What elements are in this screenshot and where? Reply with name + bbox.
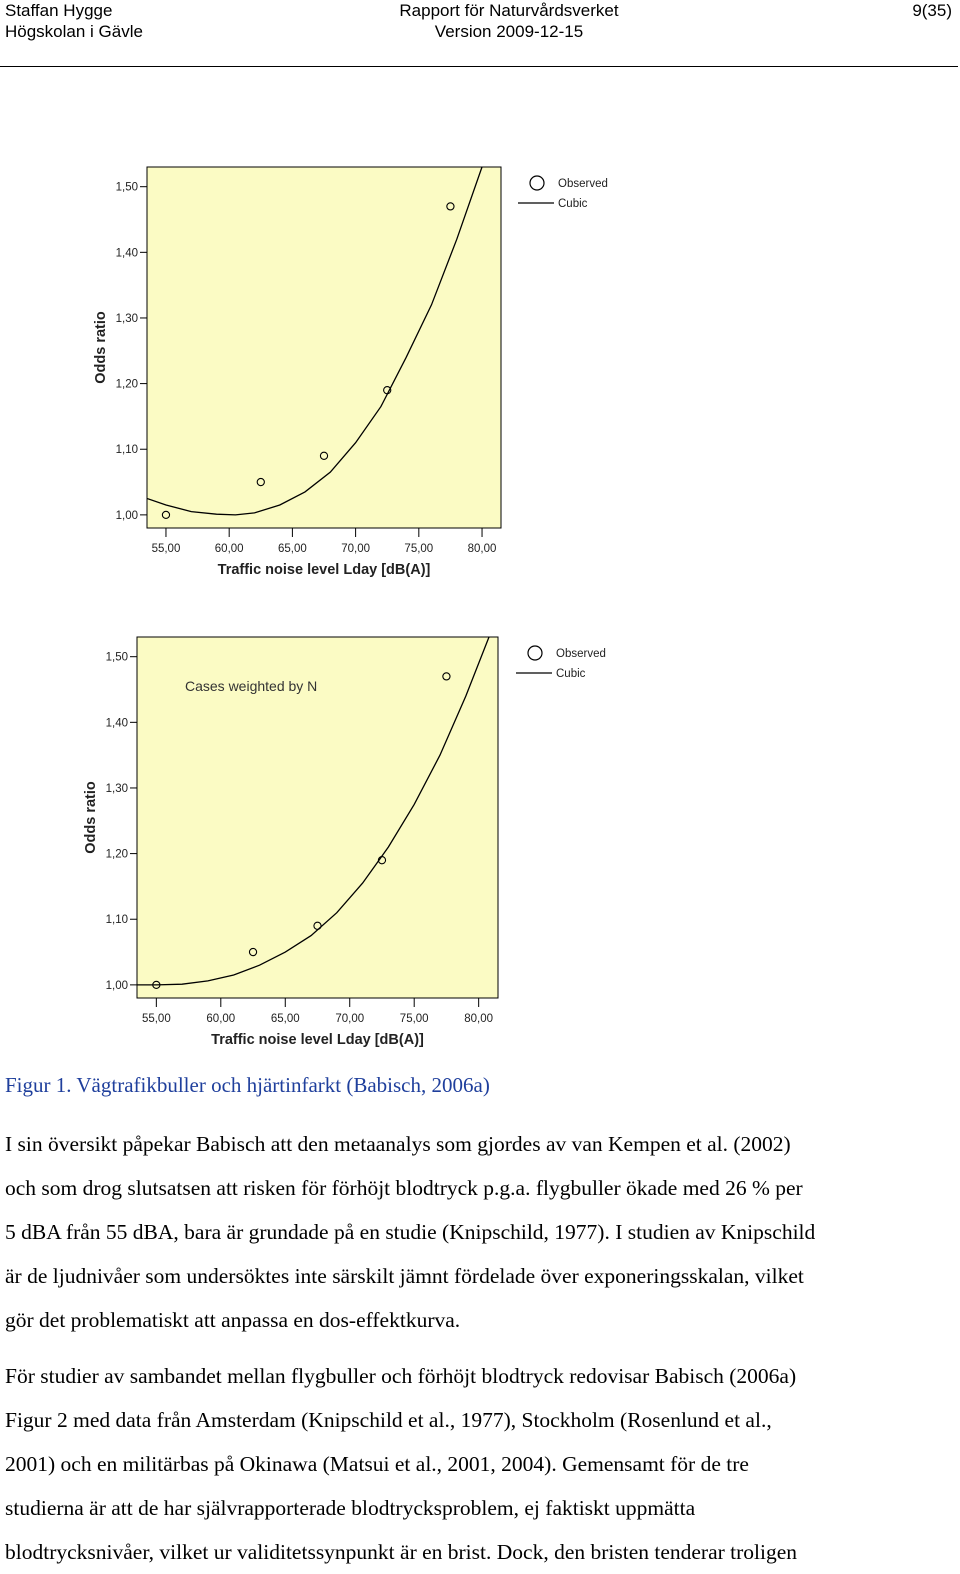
- x-tick-label: 80,00: [467, 543, 497, 555]
- chart-1: [0, 150, 960, 590]
- paragraph-1-line: och som drog slutsatsen att risken för förhöjt blodtryck p.g.a. flygbuller ökade med 26 % per: [5, 1176, 803, 1200]
- chart-2-svg: [0, 620, 960, 1060]
- y-tick-label: 1,10: [105, 914, 128, 927]
- header-version: Version 2009-12-15: [434, 22, 584, 41]
- header-page-number: 9(35): [912, 1, 952, 20]
- y-axis-label: Odds ratio: [93, 311, 109, 384]
- y-tick-label: 1,50: [105, 651, 128, 664]
- legend-observed-label: Observed: [558, 178, 608, 190]
- chart-annotation: Cases weighted by N: [185, 678, 318, 694]
- paragraph-2-line: studierna är att de har självrapporterade blodtrycksproblem, ej faktiskt uppmätta: [5, 1496, 696, 1520]
- y-tick-label: 1,20: [115, 378, 138, 391]
- paragraph-1-line: gör det problematiskt att anpassa en dos-effektkurva.: [5, 1308, 461, 1332]
- legend-observed-label: Observed: [556, 648, 606, 660]
- header-left: [5, 0, 143, 42]
- figure-caption: Figur 1. Vägtrafikbuller och hjärtinfarkt (Babisch, 2006a): [5, 1073, 490, 1097]
- paragraph-2-line: För studier av sambandet mellan flygbuller och förhöjt blodtryck redovisar Babisch (2006a): [5, 1364, 797, 1388]
- legend-observed-marker: [530, 176, 544, 190]
- header-center: [300, 0, 718, 42]
- plot-area: [147, 167, 501, 528]
- paragraph-1: [5, 1122, 957, 1342]
- paragraph-1-line: I sin översikt påpekar Babisch att den metaanalys som gjordes av van Kempen et al. (2002): [5, 1132, 791, 1156]
- x-tick-label: 65,00: [278, 543, 307, 555]
- x-tick-label: 60,00: [214, 543, 244, 555]
- paragraph-1-line: 5 dBA från 55 dBA, bara är grundade på en studie (Knipschild, 1977). I studien av Knipschild: [5, 1220, 816, 1244]
- page-header: [0, 0, 960, 68]
- paragraph-2-line: blodtrycksnivåer, vilket ur validitetssynpunkt är en brist. Dock, den bristen tenderar troligen: [5, 1540, 798, 1564]
- chart-1-svg: [0, 150, 960, 590]
- legend-cubic-label: Cubic: [556, 668, 586, 680]
- paragraph-2-line: Figur 2 med data från Amsterdam (Knipschild et al., 1977), Stockholm (Rosenlund et al.,: [5, 1408, 772, 1432]
- legend-cubic-label: Cubic: [558, 198, 588, 210]
- paragraph-1-line: är de ljudnivåer som undersöktes inte särskilt jämnt fördelade över exponeringsskalan, vilket: [5, 1264, 804, 1288]
- y-axis-label: Odds ratio: [83, 781, 99, 854]
- x-tick-label: 55,00: [141, 1013, 171, 1025]
- x-tick-label: 70,00: [341, 543, 370, 555]
- y-tick-label: 1,20: [105, 848, 128, 861]
- x-tick-label: 75,00: [404, 543, 434, 555]
- y-tick-label: 1,30: [105, 782, 128, 795]
- header-divider: [0, 66, 958, 67]
- y-tick-label: 1,00: [105, 979, 128, 992]
- x-tick-label: 55,00: [151, 543, 181, 555]
- header-report: Rapport för Naturvårdsverket: [399, 1, 619, 20]
- x-axis-label: Traffic noise level Lday [dB(A)]: [211, 1032, 424, 1048]
- x-tick-label: 80,00: [464, 1013, 494, 1025]
- paragraph-2: [5, 1354, 957, 1574]
- y-tick-label: 1,30: [115, 312, 138, 325]
- header-right: [912, 0, 952, 21]
- x-tick-label: 75,00: [399, 1013, 429, 1025]
- paragraph-2-line: 2001) och en militärbas på Okinawa (Matsui et al., 2001, 2004). Gemensamt för de tre: [5, 1452, 749, 1476]
- y-tick-label: 1,40: [105, 717, 128, 730]
- y-tick-label: 1,10: [115, 444, 138, 457]
- x-tick-label: 60,00: [206, 1013, 236, 1025]
- chart-2: [0, 620, 960, 1060]
- x-axis-label: Traffic noise level Lday [dB(A)]: [217, 562, 431, 578]
- legend-observed-marker: [528, 646, 542, 660]
- y-tick-label: 1,40: [115, 247, 138, 260]
- header-author: Staffan Hygge: [5, 1, 113, 20]
- y-tick-label: 1,00: [115, 509, 138, 522]
- x-tick-label: 70,00: [335, 1013, 365, 1025]
- y-tick-label: 1,50: [115, 181, 138, 194]
- header-institution: Högskolan i Gävle: [5, 22, 143, 41]
- x-tick-label: 65,00: [270, 1013, 300, 1025]
